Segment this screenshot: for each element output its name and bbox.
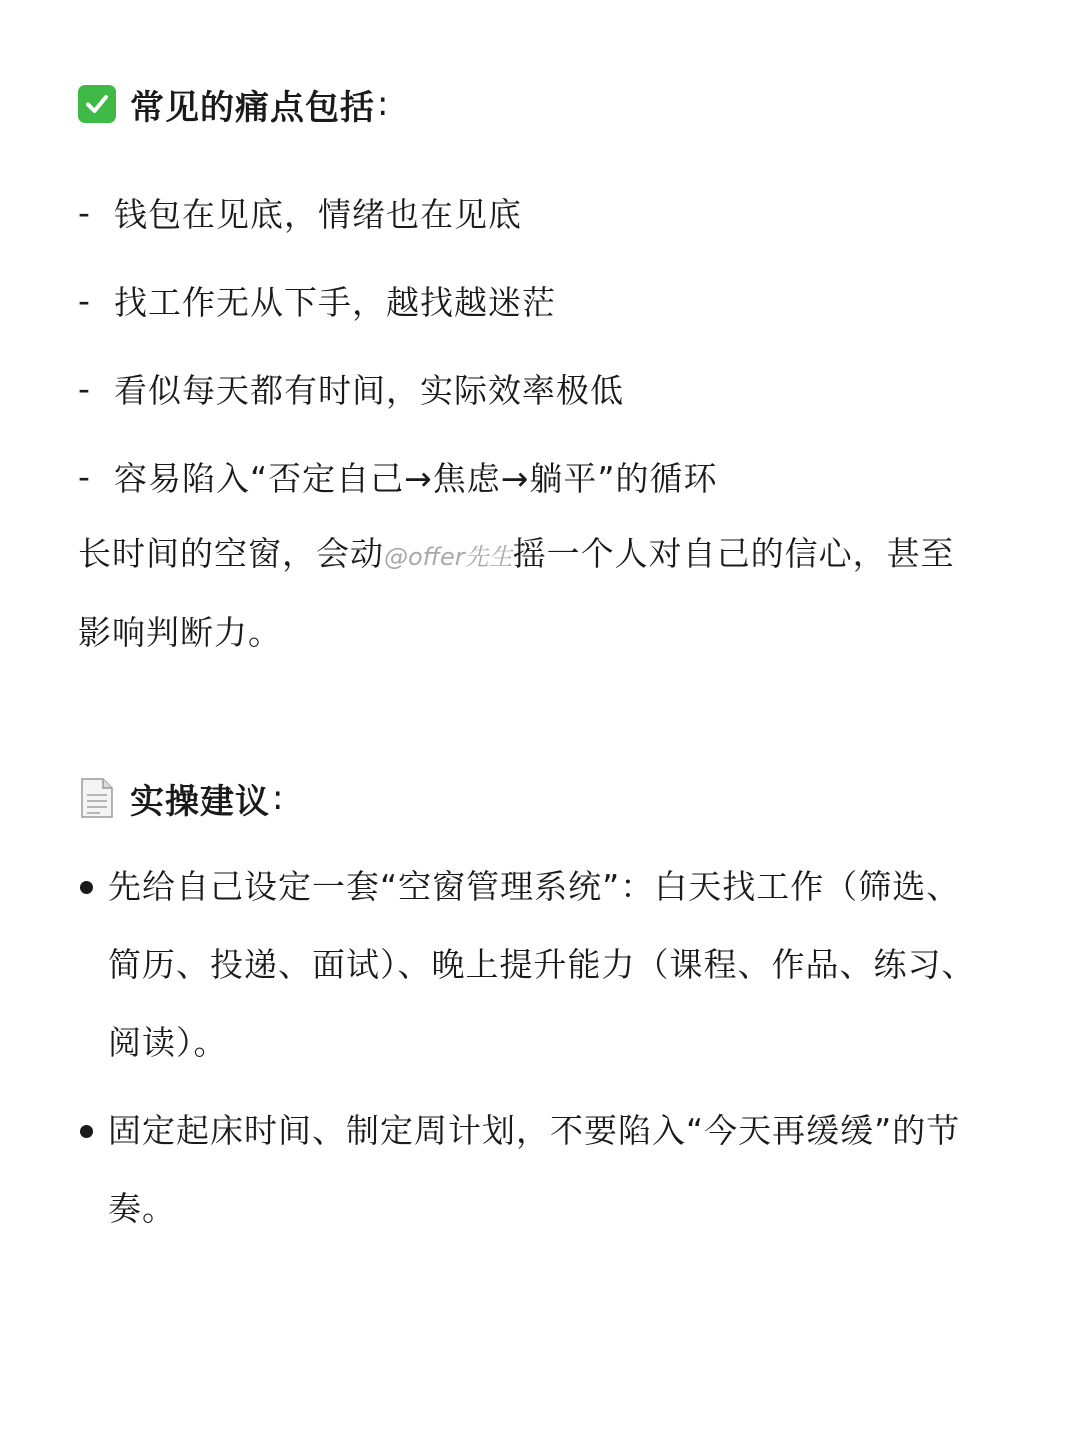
page-facing-up-icon (78, 777, 116, 819)
list-item (78, 168, 718, 256)
dash-marker: - (78, 280, 91, 320)
dash-marker: - (78, 456, 91, 496)
watermark: @offer先生 (384, 543, 513, 571)
list-item (78, 256, 718, 344)
list-item-text: 钱包在见底，情绪也在见底 (114, 194, 522, 234)
dash-marker: - (78, 368, 91, 408)
pain-points-list (78, 168, 718, 520)
section-heading-suggestions (78, 768, 284, 828)
list-item-text: 先给自己设定一套“空窗管理系统”：白天找工作（筛选、简历、投递、面试）、晚上提升能力（课程、作品、练习、阅读）。 (108, 867, 976, 1062)
dash-marker: - (78, 192, 91, 232)
heading-colon: : (272, 778, 285, 818)
section-title: 实操建议 (130, 781, 270, 822)
list-item (78, 432, 718, 520)
paragraph-text-start: 长时间的空窗，会动 (78, 534, 384, 573)
bullet-icon (80, 881, 93, 894)
list-item (78, 1092, 978, 1248)
section-heading-pain-points (78, 74, 389, 134)
check-mark-button-icon (78, 85, 116, 123)
body-paragraph (78, 516, 978, 671)
list-item-text: 容易陷入“否定自己→焦虑→躺平”的循环 (114, 458, 718, 498)
list-item-text: 找工作无从下手，越找越迷茫 (114, 282, 556, 322)
paragraph-text-end: 摇一个人对自己的信心，甚至影响判断力。 (78, 534, 955, 652)
heading-colon: : (377, 84, 390, 124)
list-item-text: 固定起床时间、制定周计划，不要陷入“今天再缓缓”的节奏。 (108, 1111, 961, 1228)
list-item (78, 848, 978, 1082)
list-item-text: 看似每天都有时间，实际效率极低 (114, 370, 624, 410)
list-item (78, 344, 718, 432)
section-title: 常见的痛点包括 (130, 87, 375, 128)
bullet-icon (80, 1125, 93, 1138)
suggestions-list (78, 848, 978, 1258)
